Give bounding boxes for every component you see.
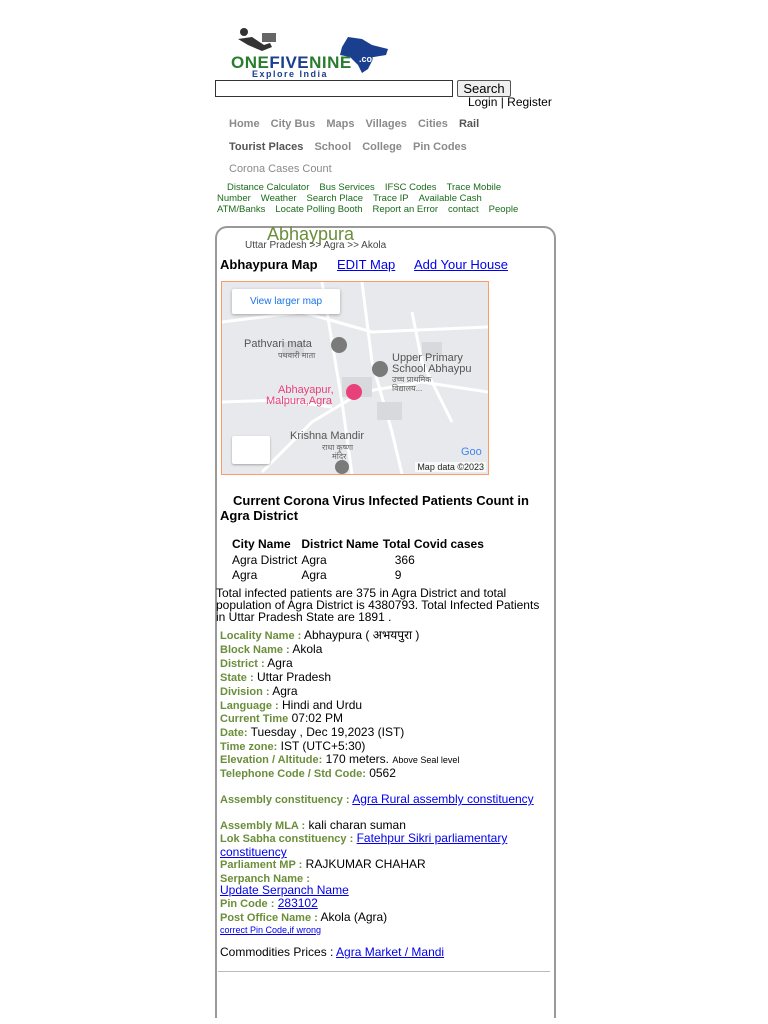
nav-cities[interactable]: Cities (417, 118, 448, 130)
subnav-ifsc-codes[interactable]: IFSC Codes (384, 182, 437, 193)
map-place-label: Krishna Mandir (290, 430, 364, 442)
commodities-link[interactable]: Agra Market / Mandi (336, 945, 445, 959)
search-input[interactable] (215, 80, 453, 97)
main-nav-row3 (229, 163, 340, 175)
nav-home[interactable]: Home (229, 118, 260, 130)
logo-tagline: Explore India (252, 69, 329, 79)
map-place-label: उच्च प्राथमिक (392, 375, 432, 384)
lok-sabha-link[interactable]: Fatehpur Sikri parliamentary constituency (220, 831, 508, 859)
table-row: Agra District Agra 366 (232, 553, 415, 567)
breadcrumb: Uttar Pradesh >> Agra >> Akola (245, 240, 387, 251)
subnav-people[interactable]: People (488, 204, 519, 215)
subnav-search-place[interactable]: Search Place (306, 193, 364, 204)
auth-links: Login | Register (468, 95, 552, 109)
sub-nav (217, 182, 557, 215)
map-place-label: पथवारी माता (278, 351, 316, 360)
main-nav-row2 (229, 141, 475, 153)
add-house-link[interactable]: Add Your House (414, 257, 508, 272)
map-place-label: मंदिर (332, 452, 347, 461)
view-larger-map-link[interactable]: View larger map (232, 289, 340, 314)
locality-row: Locality Name : Abhaypura ( अभयपुरा ) (220, 628, 420, 642)
site-logo[interactable] (228, 27, 400, 79)
nav-tourist-places[interactable]: Tourist Places (229, 141, 304, 153)
nav-pin-codes[interactable]: Pin Codes (412, 141, 467, 153)
divider (218, 971, 550, 972)
nav-school[interactable]: School (314, 141, 352, 153)
pin-code-row: Pin Code : 283102 (220, 896, 318, 910)
nav-city-bus[interactable]: City Bus (270, 118, 316, 130)
register-link[interactable]: Register (507, 95, 552, 109)
nav-villages[interactable]: Villages (365, 118, 407, 130)
map-zoom-control[interactable] (232, 436, 270, 464)
language-row: Language : Hindi and Urdu (220, 698, 363, 712)
google-logo: Goo (461, 446, 482, 458)
col-total-cases: Total Covid cases (382, 537, 484, 551)
correct-pin-link[interactable]: correct Pin Code,if wrong (220, 925, 322, 935)
map-place-label: Pathvari mata (244, 338, 312, 350)
assembly-row: Assembly constituency : Agra Rural assembly constituency (220, 792, 534, 806)
timezone-row: Time zone: IST (UTC+5:30) (220, 739, 366, 753)
map-credit: Map data ©2023 (417, 462, 484, 472)
elevation-row: Elevation / Altitude: 170 meters. Above Seal level (220, 752, 460, 766)
logo-com: .com (359, 54, 381, 64)
nav-corona-cases[interactable]: Corona Cases Count (229, 163, 332, 175)
time-row: Current Time 07:02 PM (220, 711, 343, 725)
map-place-label: Upper Primary (392, 352, 463, 364)
edit-map-link[interactable]: EDIT Map (337, 257, 396, 272)
table-row: Agra Agra 9 (232, 568, 402, 582)
map-place-label: राधा कृष्णा (322, 443, 354, 452)
subnav-trace-mobile[interactable]: Trace Mobile Number (217, 182, 502, 204)
nav-rail[interactable]: Rail (458, 118, 480, 130)
serpanch-row: Serpanch Name : (220, 873, 310, 885)
page-title: Abhaypura (267, 224, 355, 244)
table-header-row (232, 537, 488, 553)
subnav-available-cash[interactable]: Available Cash ATM/Banks (217, 193, 482, 215)
nav-college[interactable]: College (362, 141, 402, 153)
district-row: District : Agra (220, 656, 293, 670)
subnav-trace-ip[interactable]: Trace IP (373, 193, 409, 204)
logo-wordmark: ONEFIVENINE (231, 53, 352, 72)
map-place-label: Abhayapur, (278, 384, 334, 396)
col-district-name: District Name (301, 537, 379, 551)
block-row: Block Name : Akola (220, 642, 323, 656)
map-place-label: School Abhaypu (392, 363, 472, 375)
col-city-name: City Name (232, 537, 291, 551)
nav-maps[interactable]: Maps (326, 118, 355, 130)
person-laptop-icon (234, 27, 278, 53)
date-row: Date: Tuesday , Dec 19,2023 (IST) (220, 725, 405, 739)
login-link[interactable]: Login (468, 95, 498, 109)
map-heading: Abhaypura Map (220, 257, 318, 272)
update-serpanch-link[interactable]: Update Serpanch Name (220, 883, 349, 897)
subnav-distance-calculator[interactable]: Distance Calculator (227, 182, 310, 193)
mp-row: Parliament MP : RAJKUMAR CHAHAR (220, 857, 426, 871)
main-nav-row1 (229, 118, 487, 130)
std-code-row: Telephone Code / Std Code: 0562 (220, 766, 396, 780)
lok-sabha-row: Lok Sabha constituency : Fatehpur Sikri parliamentary constituency (220, 831, 508, 859)
state-row: State : Uttar Pradesh (220, 670, 332, 684)
map-place-label: Malpura,Agra (266, 395, 333, 407)
subnav-polling-booth[interactable]: Locate Polling Booth (275, 204, 363, 215)
pin-code-link[interactable]: 283102 (277, 896, 318, 910)
corona-heading: Current Corona Virus Infected Patients Count in Agra District (220, 493, 529, 523)
division-row: Division : Agra (220, 684, 298, 698)
subnav-contact[interactable]: contact (448, 204, 479, 215)
post-office-row: Post Office Name : Akola (Agra) (220, 910, 388, 924)
corona-summary: Total infected patients are 375 in Agra District and total population of Agra District is 4380793. Total Infected Patients in Uttar Pradesh State are 1891 . (216, 586, 540, 624)
subnav-weather[interactable]: Weather (260, 193, 297, 204)
corona-table (232, 537, 488, 583)
subnav-bus-services[interactable]: Bus Services (319, 182, 375, 193)
commodities-row: Commodities Prices : Agra Market / Mandi (220, 945, 445, 959)
assembly-link[interactable]: Agra Rural assembly constituency (352, 792, 534, 806)
embedded-map[interactable] (221, 281, 489, 475)
subnav-report-error[interactable]: Report an Error (372, 204, 439, 215)
map-place-label: विद्यालय... (392, 384, 423, 393)
mla-row: Assembly MLA : kali charan suman (220, 818, 406, 832)
search-button[interactable]: Search (457, 80, 511, 97)
